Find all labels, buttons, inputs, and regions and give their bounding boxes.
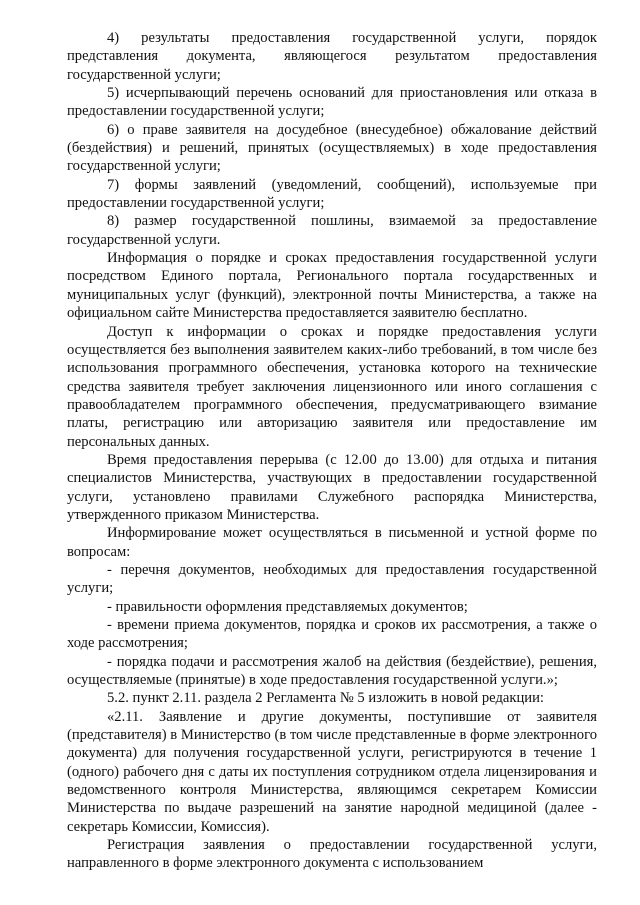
document-body (67, 29, 597, 873)
list-item-forms: 7) формы заявлений (уведомлений, сообщений), используемые при предоставлении государственной услуги; (67, 176, 597, 212)
paragraph-informing-forms: Информирование может осуществляться в письменной и устной форме по вопросам: (67, 525, 597, 560)
paragraph-break-time: Время предоставления перерыва (с 12.00 до 13.00) для отдыха и питания специалистов Министерства, участвующих в предоставлении государственной услуги, установлено правилами Служебного распорядка Министерства, утвержденного приказом Министерства. (67, 451, 597, 523)
dash-item-complaints: - порядка подачи и рассмотрения жалоб на действия (бездействие), решения, осуществляемые (принятые) в ходе предоставления государственной услуги.»; (67, 653, 597, 689)
paragraph-clause-2-11: «2.11. Заявление и другие документы, поступившие от заявителя (представителя) в Министерство (в том числе представленные в форме электронного документа) для получения государственной услуги, регистрируются в течение 1 (одного) рабочего дня с даты их поступления сотрудником отдела лицензирования и ведомственного контроля Министерства, являющимся секретарем Комиссии Министерства по выдаче разрешений на занятие народной медициной (далее - секретарь Комиссии, Комиссия). (67, 708, 597, 835)
list-item-results: 4) результаты предоставления государственной услуги, порядок представления документа, являющегося результатом предоставления государственной услуги; (67, 30, 597, 83)
list-item-grounds-refusal: 5) исчерпывающий перечень оснований для приостановления или отказа в предоставлении государственной услуги; (67, 85, 597, 120)
paragraph-information-free: Информация о порядке и сроках предоставления государственной услуги посредством Единого портала, Регионального портала государственных и муниципальных услуг (функций), электронной почты Министерства, а также на официальном сайте Министерства предоставляется заявителю бесплатно. (67, 250, 597, 322)
list-item-appeal-right: 6) о праве заявителя на досудебное (внесудебное) обжалование действий (бездействия) и решений, принятых (осуществляемых) в ходе предоставления государственной услуги; (67, 121, 597, 175)
list-item-state-fee: 8) размер государственной пошлины, взимаемой за предоставление государственной услуги. (67, 213, 597, 248)
dash-item-documents-correctness: - правильности оформления представляемых документов; (107, 598, 468, 615)
dash-item-documents-list: - перечня документов, необходимых для предоставления государственной услуги; (67, 561, 597, 597)
paragraph-access-information: Доступ к информации о сроках и порядке предоставления услуги осуществляется без выполнения заявителем каких-либо требований, в том числе без использования программного обеспечения, установка которого на технические средства заявителя требует заключения лицензионного или иного соглашения с правообладателем программного обеспечения, предусматривающего взимание платы, регистрацию или авторизацию заявителя или предоставление им персональных данных. (67, 323, 597, 450)
dash-item-reception-time: - времени приема документов, порядка и сроков их рассмотрения, а также о ходе рассмотрения; (67, 617, 597, 652)
paragraph-registration: Регистрация заявления о предоставлении государственной услуги, направленного в форме электронного документа с использованием (67, 837, 597, 872)
paragraph-amendment-5-2: 5.2. пункт 2.11. раздела 2 Регламента № 5 изложить в новой редакции: (107, 690, 544, 707)
